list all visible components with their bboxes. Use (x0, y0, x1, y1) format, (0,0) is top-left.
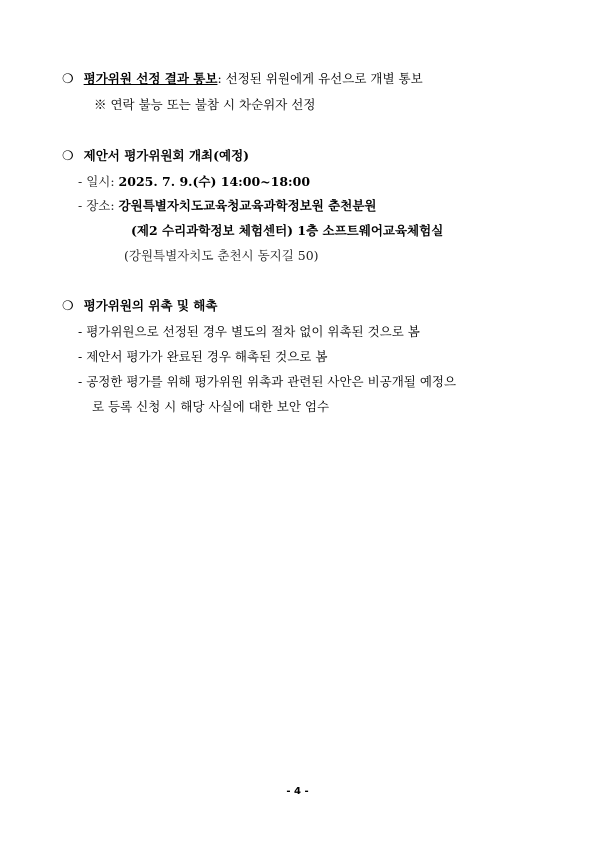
place-value-line2: (제2 수리과학정보 체험센터) 1층 소프트웨어교육체험실 (131, 223, 444, 238)
section3-title: 평가위원의 위촉 및 해촉 (83, 298, 218, 313)
list-item: - 평가위원으로 선정된 경우 별도의 절차 없이 위촉된 것으로 봄 (78, 324, 420, 339)
list-item: - 제안서 평가가 완료된 경우 해촉된 것으로 봄 (78, 349, 328, 364)
section1-heading (62, 69, 423, 87)
place-value-line1: 강원특별자치도교육청교육과학정보원 춘천분원 (118, 198, 377, 213)
page-number: - 4 - (286, 786, 309, 797)
schedule-label: - 일시: (78, 174, 119, 189)
place-label: - 장소: (78, 198, 119, 213)
list-item: - 공정한 평가를 위해 평가위원 위촉과 관련된 사안은 비공개될 예정으 (78, 374, 457, 389)
section1-note: ※ 연락 불능 또는 불참 시 차순위자 선정 (94, 97, 316, 112)
section1-title: 평가위원 선정 결과 통보 (83, 71, 218, 86)
schedule-line (78, 172, 310, 190)
schedule-value: 2025. 7. 9.(수) 14:00~18:00 (118, 174, 311, 189)
section2-heading (62, 146, 249, 164)
place-address: (강원특별자치도 춘천시 동지길 50) (124, 248, 319, 263)
circle-bullet-icon: ❍ (62, 149, 74, 164)
section3-heading (62, 296, 217, 314)
section2-title: 제안서 평가위원회 개최(예정) (83, 148, 250, 163)
section1-description: : 선정된 위원에게 유선으로 개별 통보 (217, 71, 423, 86)
circle-bullet-icon: ❍ (62, 72, 74, 87)
list-item-continuation: 로 등록 신청 시 해당 사실에 대한 보안 엄수 (92, 399, 330, 414)
place-line (78, 196, 376, 214)
circle-bullet-icon: ❍ (62, 299, 74, 314)
